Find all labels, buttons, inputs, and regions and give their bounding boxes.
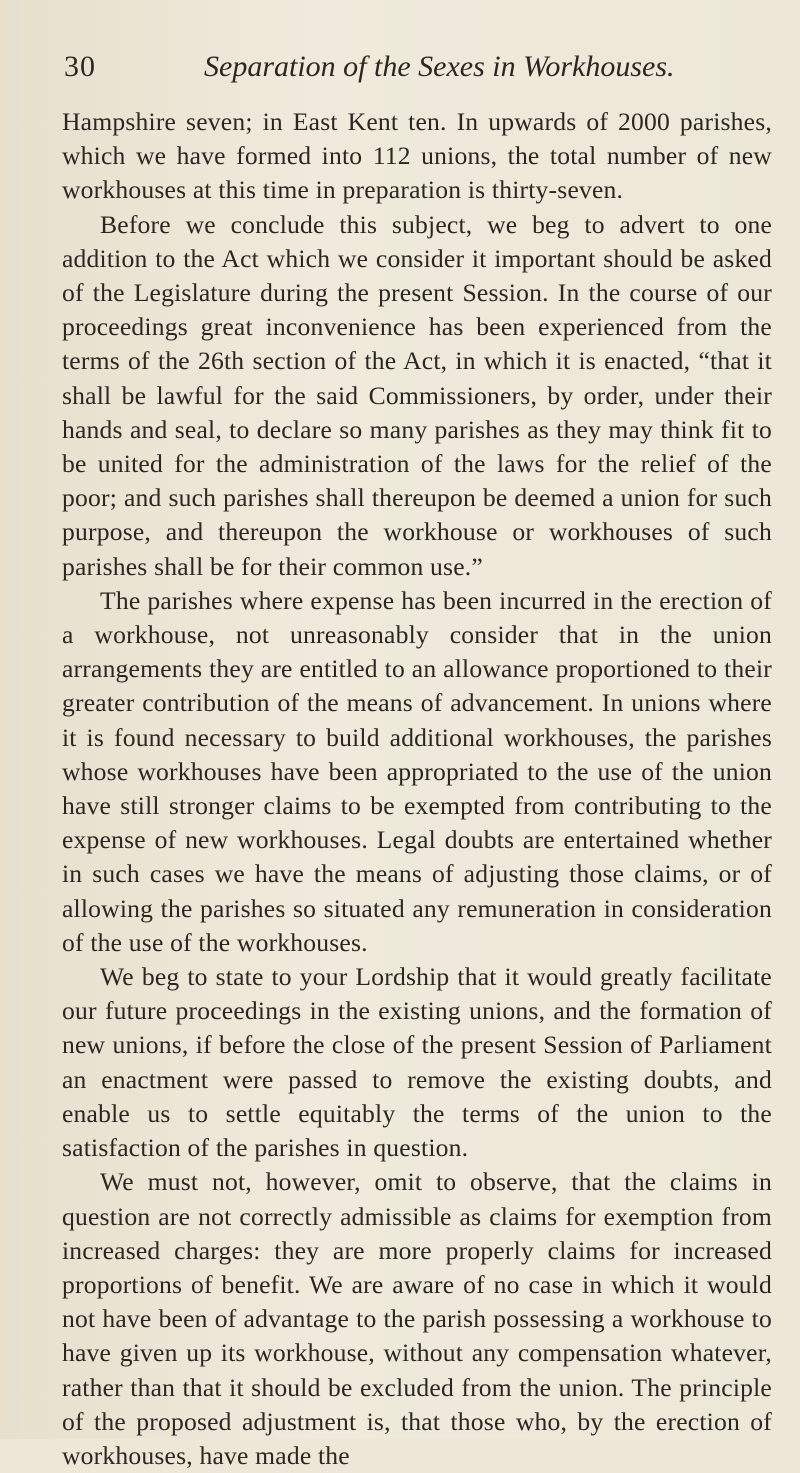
paragraph-2: Before we conclude this subject, we beg to advert to one addition to the Act which we consider it important should be asked of the Legislature during the present Session. In the course of our proceedings great inconvenience has been experienced from the terms of the 26th section of the Act, in which it is enacted, “that it shall be lawful for the said Commissioners, by order, under their hands and seal, to declare so many parishes as they may think fit to be united for the administration of the laws for the relief of the poor; and such parishes shall thereupon be deemed a union for such purpose, and thereupon the workhouse or workhouses of such parishes shall be for their common use.”	[62, 209, 772, 581]
page-number: 30	[64, 50, 96, 83]
paragraph-5: We must not, however, omit to observe, that the claims in question are not correctly admissible as claims for exemption from increased charges: they are more properly claims for increased proportions of benefit. We are aware of no case in which it would not have been of advantage to the parish possessing a workhouse to have given up its workhouse, without any compensation whatever, rather than that it should be excluded from the union. The principle of the proposed adjustment is, that those who, by the erection of workhouses, have made the	[62, 1167, 772, 1470]
paragraph-3: The parishes where expense has been incurred in the erection of a workhouse, not unreasonably consider that in the union arrangements they are entitled to an allowance proportioned to their greater contribution of the means of advancement. In unions where it is found necessary to build additional workhouses, the parishes whose workhouses have been appropriated to the use of the union have still stronger claims to be exempted from contributing to the expense of new workhouses. Legal doubts are entertained whether in such cases we have the means of adjusting those claims, or of allowing the parishes so situated any remuneration in consideration of the use of the workhouses.	[62, 585, 772, 957]
paragraph-4: We beg to state to your Lordship that it would greatly facilitate our future proceedings in the existing unions, and the formation of new unions, if before the close of the present Session of Parliament an enactment were passed to remove the existing doubts, and enable us to settle equitably the terms of the union to the satisfaction of the parishes in question.	[62, 962, 772, 1163]
running-head: Separation of the Sexes in Workhouses.	[204, 50, 675, 83]
paragraph-1: Hampshire seven; in East Kent ten. In upwards of 2000 parishes, which we have formed into 112 unions, the total number of new workhouses at this time in preparation is thirty-seven.	[62, 107, 772, 205]
page-header	[64, 50, 764, 90]
body-text	[62, 105, 772, 1473]
